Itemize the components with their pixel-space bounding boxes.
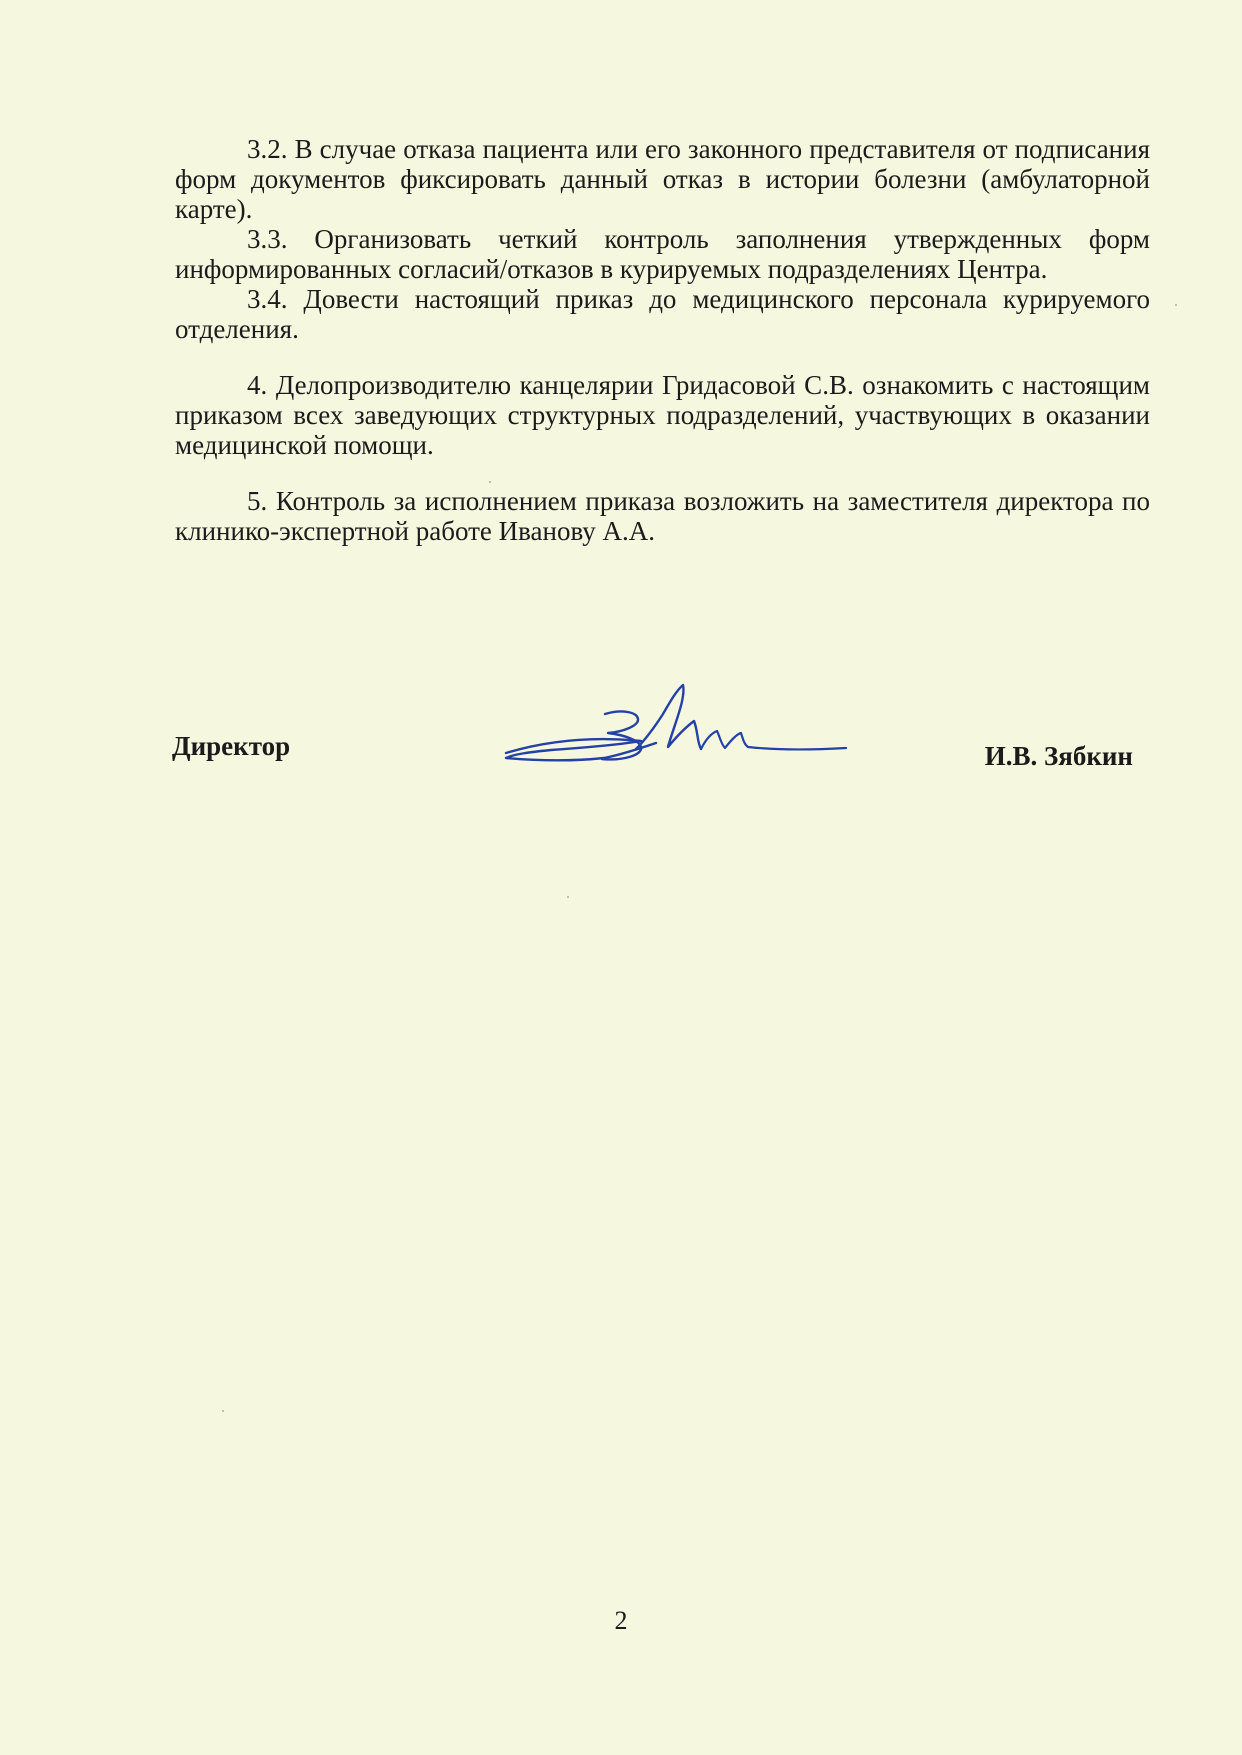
paragraph-5: 5. Контроль за исполнением приказа возложить на заместителя директора по клинико-экспертной работе Иванову А.А.	[175, 486, 1150, 546]
paragraph-spacer	[175, 344, 1150, 370]
paragraph-4: 4. Делопроизводителю канцелярии Гридасовой С.В. ознакомить с настоящим приказом всех заведующих структурных подразделений, участвующих в оказании медицинской помощи.	[175, 370, 1150, 460]
handwritten-signature	[496, 675, 856, 785]
signatory-name: И.В. Зябкин	[984, 741, 1133, 771]
page-number: 2	[614, 1606, 628, 1635]
signatory-title: Директор	[172, 731, 291, 761]
paragraph-3-4: 3.4. Довести настоящий приказ до медицинского персонала курируемого отделения.	[175, 284, 1150, 344]
scan-speck	[489, 481, 491, 483]
paragraph-spacer	[175, 460, 1150, 486]
scan-speck	[567, 896, 569, 898]
scan-speck	[1175, 304, 1177, 306]
scan-speck	[222, 1410, 224, 1412]
paragraph-3-3: 3.3. Организовать четкий контроль заполнения утвержденных форм информированных согласий/отказов в курируемых подразделениях Центра.	[175, 224, 1150, 284]
paragraph-3-2: 3.2. В случае отказа пациента или его законного представителя от подписания форм документов фиксировать данный отказ в истории болезни (амбулаторной карте).	[175, 134, 1150, 224]
document-body	[175, 134, 1150, 546]
